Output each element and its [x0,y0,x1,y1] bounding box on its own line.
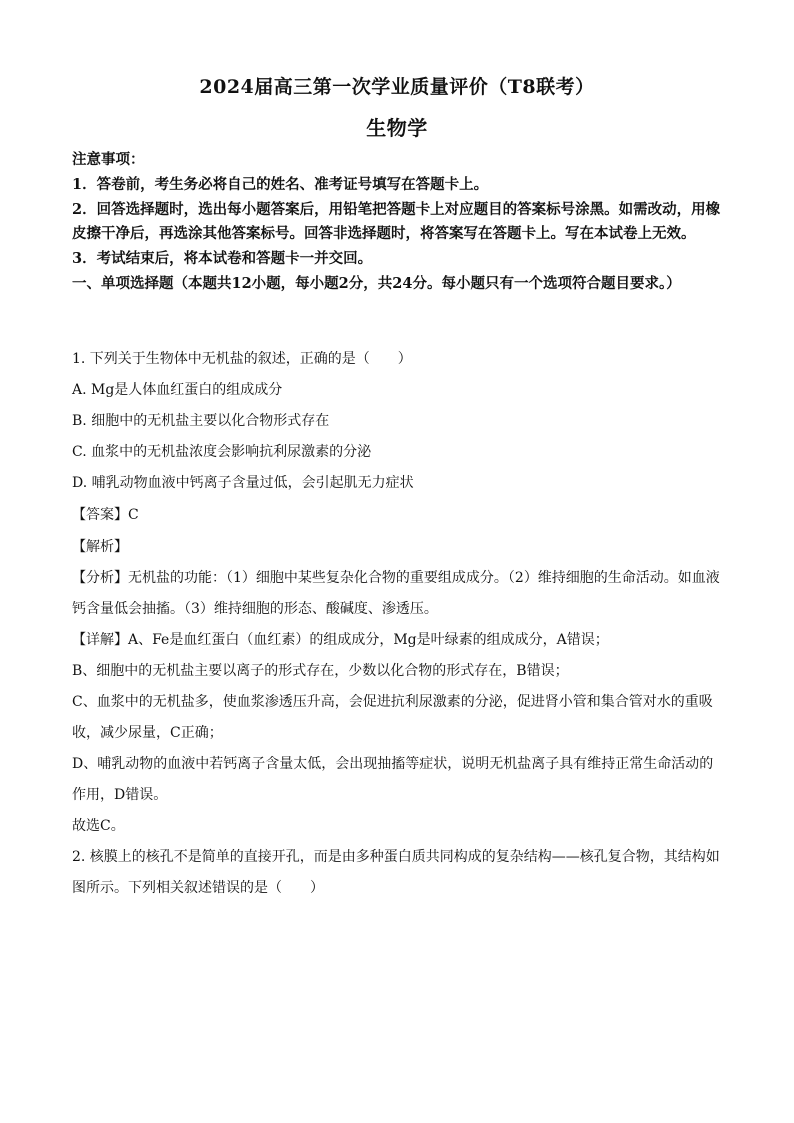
option-d: D. 哺乳动物血液中钙离子含量过低，会引起肌无力症状 [72,475,414,491]
notes-heading: 注意事项： [72,151,145,168]
option-b: B. 细胞中的无机盐主要以化合物形式存在 [72,413,330,429]
detail-b: B、细胞中的无机盐主要以离子的形式存在，少数以化合物的形式存在，B错误； [72,663,569,679]
detail-c: C、血浆中的无机盐多，使血浆渗透压升高，会促进抗利尿激素的分泌，促进肾小管和集合管对水的重吸收，减少尿量，C正确； [72,694,713,741]
analysis-text: 【分析】无机盐的功能：（1）细胞中某些复杂化合物的重要组成成分。（2）维持细胞的生命活动。如血液钙含量低会抽搐。（3）维持细胞的形态、酸碱度、渗透压。 [72,570,720,617]
option-a: A. Mg是人体血红蛋白的组成成分 [72,382,283,398]
conclusion: 故选C。 [72,818,125,834]
notes-item-1: 1．答卷前，考生务必将自己的姓名、准考证号填写在答题卡上。 [72,175,489,193]
notes-item-3: 3．考试结束后，将本试卷和答题卡一并交回。 [72,250,373,268]
notes-block [72,148,722,297]
detail-d: D、哺乳动物的血液中若钙离子含量太低，会出现抽搐等症状，说明无机盐离子具有维持正常生命活动的作用，D错误。 [72,756,714,803]
subject-title: 生物学 [366,116,428,140]
exam-title: 2024届高三第一次学业质量评价（T8联考） [199,76,595,98]
option-c: C. 血浆中的无机盐浓度会影响抗利尿激素的分泌 [72,444,372,460]
detail-a: 【详解】A、Fe是血红蛋白（血红素）的组成成分，Mg是叶绿素的组成成分，A错误； [72,632,609,648]
answer-line: 【答案】C [72,507,139,523]
analysis-label: 【解析】 [72,539,128,555]
question-2-stem: 2. 核膜上的核孔不是简单的直接开孔，而是由多种蛋白质共同构成的复杂结构——核孔复合物，其结构如图所示。下列相关叙述错误的是（ ） [72,849,720,896]
question-1-stem: 1. 下列关于生物体中无机盐的叙述，正确的是（ ） [72,351,412,367]
question-1 [72,344,722,904]
section-heading: 一、单项选择题（本题共12小题，每小题2分，共24分。每小题只有一个选项符合题目要求。） [72,274,681,292]
notes-item-2: 2．回答选择题时，选出每小题答案后，用铅笔把答题卡上对应题目的答案标号涂黑。如需改动，用橡皮擦干净后，再选涂其他答案标号。回答非选择题时，将答案写在答题卡上。写在本试卷上无效。 [72,200,721,243]
